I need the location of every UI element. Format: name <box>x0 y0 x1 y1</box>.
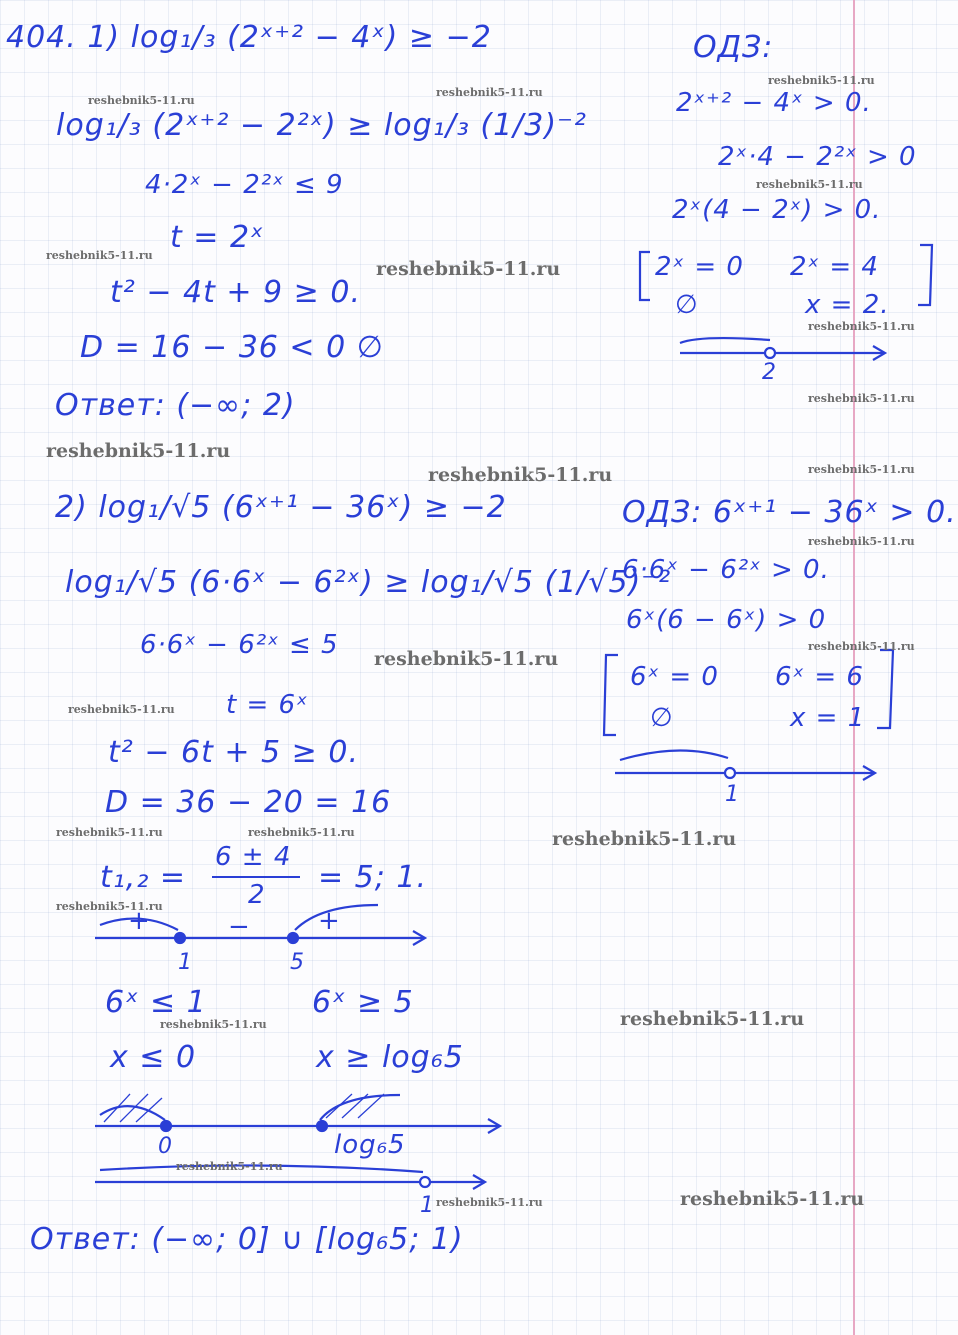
problem-1-quadratic: t² − 4t + 9 ≥ 0. <box>110 275 361 310</box>
odz-1-axis-label: 2 <box>762 360 777 385</box>
roots-fraction-numerator: 6 ± 4 <box>215 842 292 872</box>
watermark: reshebnik5-11.ru <box>374 648 559 670</box>
odz-1-case-b-result: x = 2. <box>805 290 890 320</box>
case-right: 6ˣ ≥ 5 <box>312 985 414 1020</box>
odz-1-line-2: 2ˣ·4 − 2²ˣ > 0 <box>718 142 917 172</box>
watermark: reshebnik5-11.ru <box>808 535 915 548</box>
odz-1-case-a-result: ∅ <box>675 290 699 320</box>
odz-1-title: ОДЗ: <box>693 30 774 65</box>
solution-point-log <box>317 1121 327 1131</box>
problem-1-step-1: log₁/₃ (2ˣ⁺² − 2²ˣ) ≥ log₁/₃ (1/3)⁻² <box>56 108 587 143</box>
watermark: reshebnik5-11.ru <box>56 900 163 913</box>
problem-2-step-2: 6·6ˣ − 6²ˣ ≤ 5 <box>140 630 339 660</box>
watermark: reshebnik5-11.ru <box>808 320 915 333</box>
watermark: reshebnik5-11.ru <box>808 392 915 405</box>
watermark: reshebnik5-11.ru <box>680 1188 865 1210</box>
sign-axis-label-5: 5 <box>290 950 305 975</box>
watermark: reshebnik5-11.ru <box>436 1196 543 1209</box>
fraction-bar <box>212 876 300 878</box>
sign-axis-label-1: 1 <box>178 950 193 975</box>
problem-2-substitution: t = 6ˣ <box>226 690 309 720</box>
sign-point-5 <box>288 933 298 943</box>
odz-2-case-b-result: x = 1 <box>790 703 866 733</box>
watermark: reshebnik5-11.ru <box>808 463 915 476</box>
solution-axis-label-0: 0 <box>158 1134 173 1159</box>
problem-1-answer: Ответ: (−∞; 2) <box>55 388 296 423</box>
combined-point-1 <box>420 1177 430 1187</box>
odz-2-case-b: 6ˣ = 6 <box>775 662 864 692</box>
odz-2-line-2: 6·6ˣ − 6²ˣ > 0. <box>622 555 830 585</box>
watermark: reshebnik5-11.ru <box>46 249 153 262</box>
odz-1-line-1: 2ˣ⁺² − 4ˣ > 0. <box>676 88 872 118</box>
sign-plus-right: + <box>318 906 341 936</box>
watermark: reshebnik5-11.ru <box>552 828 737 850</box>
problem-2-roots-rhs: = 5; 1. <box>318 860 428 895</box>
roots-fraction-denominator: 2 <box>248 880 266 910</box>
sign-plus-left: + <box>128 906 151 936</box>
watermark: reshebnik5-11.ru <box>248 826 355 839</box>
odz-1-case-a: 2ˣ = 0 <box>655 252 744 282</box>
odz-2-axis-label: 1 <box>725 782 740 807</box>
problem-1-step-2: 4·2ˣ − 2²ˣ ≤ 9 <box>145 170 344 200</box>
watermark: reshebnik5-11.ru <box>68 703 175 716</box>
solution-axis-label-log: log₆5 <box>334 1130 406 1160</box>
sign-point-1 <box>175 933 185 943</box>
problem-1-substitution: t = 2ˣ <box>170 220 265 255</box>
watermark: reshebnik5-11.ru <box>428 464 613 486</box>
case-left: 6ˣ ≤ 1 <box>105 985 207 1020</box>
solution-point-0 <box>161 1121 171 1131</box>
problem-2-step-1: log₁/√5 (6·6ˣ − 6²ˣ) ≥ log₁/√5 (1/√5)⁻² <box>65 565 672 600</box>
problem-2-statement: 2) log₁/√5 (6ˣ⁺¹ − 36ˣ) ≥ −2 <box>55 490 507 525</box>
problem-2-discriminant: D = 36 − 20 = 16 <box>105 785 392 820</box>
problem-1-statement: 404. 1) log₁/₃ (2ˣ⁺² − 4ˣ) ≥ −2 <box>6 20 492 55</box>
odz-1-case-b: 2ˣ = 4 <box>790 252 879 282</box>
watermark: reshebnik5-11.ru <box>56 826 163 839</box>
watermark: reshebnik5-11.ru <box>808 640 915 653</box>
watermark: reshebnik5-11.ru <box>46 440 231 462</box>
combined-axis-label-1: 1 <box>420 1193 435 1218</box>
odz2-point <box>725 768 735 778</box>
case-right-x: x ≥ log₆5 <box>316 1040 464 1075</box>
odz-1-line-3: 2ˣ(4 − 2ˣ) > 0. <box>672 195 882 225</box>
odz-2-line-3: 6ˣ(6 − 6ˣ) > 0 <box>626 605 827 635</box>
problem-2-quadratic: t² − 6t + 5 ≥ 0. <box>108 735 359 770</box>
odz-2-case-a: 6ˣ = 0 <box>630 662 719 692</box>
odz1-point <box>765 348 775 358</box>
watermark: reshebnik5-11.ru <box>768 74 875 87</box>
watermark: reshebnik5-11.ru <box>176 1160 283 1173</box>
watermark: reshebnik5-11.ru <box>436 86 543 99</box>
watermark: reshebnik5-11.ru <box>160 1018 267 1031</box>
watermark: reshebnik5-11.ru <box>376 258 561 280</box>
problem-2-roots-lhs: t₁,₂ = <box>100 860 187 895</box>
watermark: reshebnik5-11.ru <box>88 94 195 107</box>
case-left-x: x ≤ 0 <box>110 1040 197 1075</box>
problem-2-answer: Ответ: (−∞; 0] ∪ [log₆5; 1) <box>30 1222 464 1257</box>
odz-2-line-1: ОДЗ: 6ˣ⁺¹ − 36ˣ > 0. <box>622 495 957 530</box>
problem-1-discriminant: D = 16 − 36 < 0 ∅ <box>80 330 384 365</box>
watermark: reshebnik5-11.ru <box>756 178 863 191</box>
odz-2-case-a-result: ∅ <box>650 703 674 733</box>
sign-minus: − <box>228 912 251 942</box>
watermark: reshebnik5-11.ru <box>620 1008 805 1030</box>
